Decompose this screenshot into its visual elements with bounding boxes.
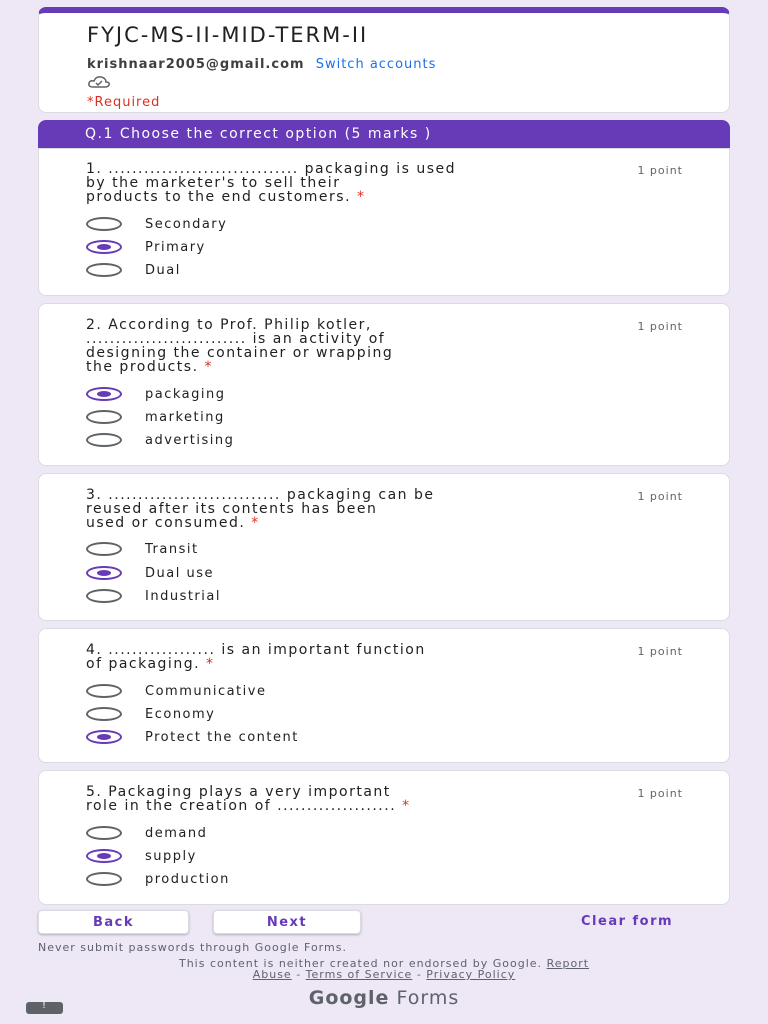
option-label: demand (145, 825, 208, 841)
option-packaging[interactable] (86, 384, 486, 404)
footer-links (0, 968, 768, 981)
brand-google: Google (308, 987, 390, 1009)
question-line-last: used or consumed. * (86, 515, 260, 531)
question-line: 2. According to Prof. Philip kotler, (86, 317, 372, 333)
question-text (86, 318, 586, 374)
radio-button-checked[interactable] (86, 730, 122, 744)
option-communicative[interactable] (86, 681, 486, 701)
question-line-last: of packaging. * (86, 656, 215, 672)
radio-button-checked[interactable] (86, 240, 122, 254)
section-banner (38, 120, 730, 150)
privacy-link[interactable]: Privacy Policy (426, 968, 516, 981)
question-line: 5. Packaging plays a very important (86, 784, 391, 800)
account-email: krishnaar2005@gmail.com (87, 57, 305, 72)
disclaimer-text: This content is neither created nor endorsed by Google. (178, 957, 543, 970)
option-dual-use[interactable] (86, 563, 486, 583)
option-dual[interactable] (86, 260, 486, 280)
question-line-last: the products. * (86, 359, 213, 375)
question-card-5 (38, 770, 730, 905)
option-label: Primary (145, 239, 206, 255)
option-protect-the-content[interactable] (86, 727, 486, 747)
option-label: supply (145, 848, 197, 864)
report-link[interactable]: Report (546, 957, 590, 970)
radio-button-checked[interactable] (86, 387, 122, 401)
clear-form-button[interactable]: Clear form (581, 914, 674, 929)
question-points: 1 point (637, 787, 683, 800)
cloud-saved-icon (87, 75, 111, 89)
switch-accounts-link[interactable]: Switch accounts (315, 57, 437, 72)
option-label: production (145, 871, 230, 887)
option-marketing[interactable] (86, 407, 486, 427)
required-asterisk: * (356, 189, 366, 205)
question-line: 1. ................................ packaging is used (86, 161, 457, 177)
option-production[interactable] (86, 869, 486, 889)
required-asterisk: * (402, 798, 411, 814)
radio-button[interactable] (86, 542, 122, 556)
separator: - (412, 968, 427, 981)
option-primary[interactable] (86, 237, 486, 257)
section-title: Q.1 Choose the correct option (5 marks ) (85, 126, 432, 142)
radio-button-checked[interactable] (86, 566, 122, 580)
account-row (87, 57, 436, 72)
radio-button[interactable] (86, 217, 122, 231)
feedback-icon[interactable] (26, 1002, 63, 1014)
question-card-4 (38, 628, 730, 763)
option-demand[interactable] (86, 823, 486, 843)
option-economy[interactable] (86, 704, 486, 724)
brand-forms: Forms (396, 987, 460, 1009)
question-text (86, 785, 586, 813)
question-card-3 (38, 473, 730, 621)
password-warning: Never submit passwords through Google Forms. (38, 941, 347, 954)
question-line: designing the container or wrapping (86, 345, 394, 361)
next-button[interactable]: Next (213, 910, 361, 934)
option-label: advertising (145, 432, 235, 448)
option-secondary[interactable] (86, 214, 486, 234)
question-points: 1 point (637, 164, 683, 177)
radio-button[interactable] (86, 589, 122, 603)
question-line: by the marketer's to sell their (86, 175, 341, 191)
question-line-last: products to the end customers. * (86, 189, 366, 205)
google-forms-logo[interactable] (0, 987, 768, 1009)
radio-button[interactable] (86, 872, 122, 886)
option-label: Transit (145, 541, 199, 557)
option-label: Economy (145, 706, 216, 722)
radio-button[interactable] (86, 707, 122, 721)
question-line: ........................... is an activity of (86, 331, 386, 347)
option-industrial[interactable] (86, 586, 486, 606)
option-label: Industrial (145, 588, 221, 604)
question-line: reused after its contents has been (86, 501, 378, 517)
terms-link[interactable]: Terms of Service (305, 968, 413, 981)
radio-button[interactable] (86, 410, 122, 424)
option-label: marketing (145, 409, 225, 425)
option-label: Dual (145, 262, 181, 278)
required-asterisk: * (251, 515, 260, 531)
form-header-card (38, 7, 730, 113)
option-advertising[interactable] (86, 430, 486, 450)
form-title: FYJC-MS-II-MID-TERM-II (87, 23, 369, 47)
question-points: 1 point (637, 490, 683, 503)
option-label: Protect the content (145, 729, 299, 745)
question-line: 4. .................. is an important function (86, 642, 426, 658)
option-transit[interactable] (86, 539, 486, 559)
option-supply[interactable] (86, 846, 486, 866)
question-card-1 (38, 148, 730, 296)
option-label: Secondary (145, 216, 228, 232)
question-line-last: role in the creation of .................... * (86, 798, 411, 814)
separator: - (291, 968, 306, 981)
abuse-link[interactable]: Abuse (252, 968, 292, 981)
question-text (86, 643, 586, 671)
radio-button[interactable] (86, 684, 122, 698)
question-text (86, 162, 586, 204)
radio-button-checked[interactable] (86, 849, 122, 863)
required-asterisk: * (204, 359, 213, 375)
option-label: packaging (145, 386, 226, 402)
back-button[interactable]: Back (38, 910, 189, 934)
question-points: 1 point (637, 645, 683, 658)
question-text (86, 488, 586, 530)
question-card-2 (38, 303, 730, 466)
radio-button[interactable] (86, 433, 122, 447)
radio-button[interactable] (86, 263, 122, 277)
question-line: 3. ............................. packaging can be (86, 487, 435, 503)
option-label: Dual use (145, 565, 214, 581)
required-asterisk: * (206, 656, 215, 672)
radio-button[interactable] (86, 826, 122, 840)
question-points: 1 point (637, 320, 683, 333)
option-label: Communicative (145, 683, 267, 699)
required-note: *Required (87, 95, 161, 110)
